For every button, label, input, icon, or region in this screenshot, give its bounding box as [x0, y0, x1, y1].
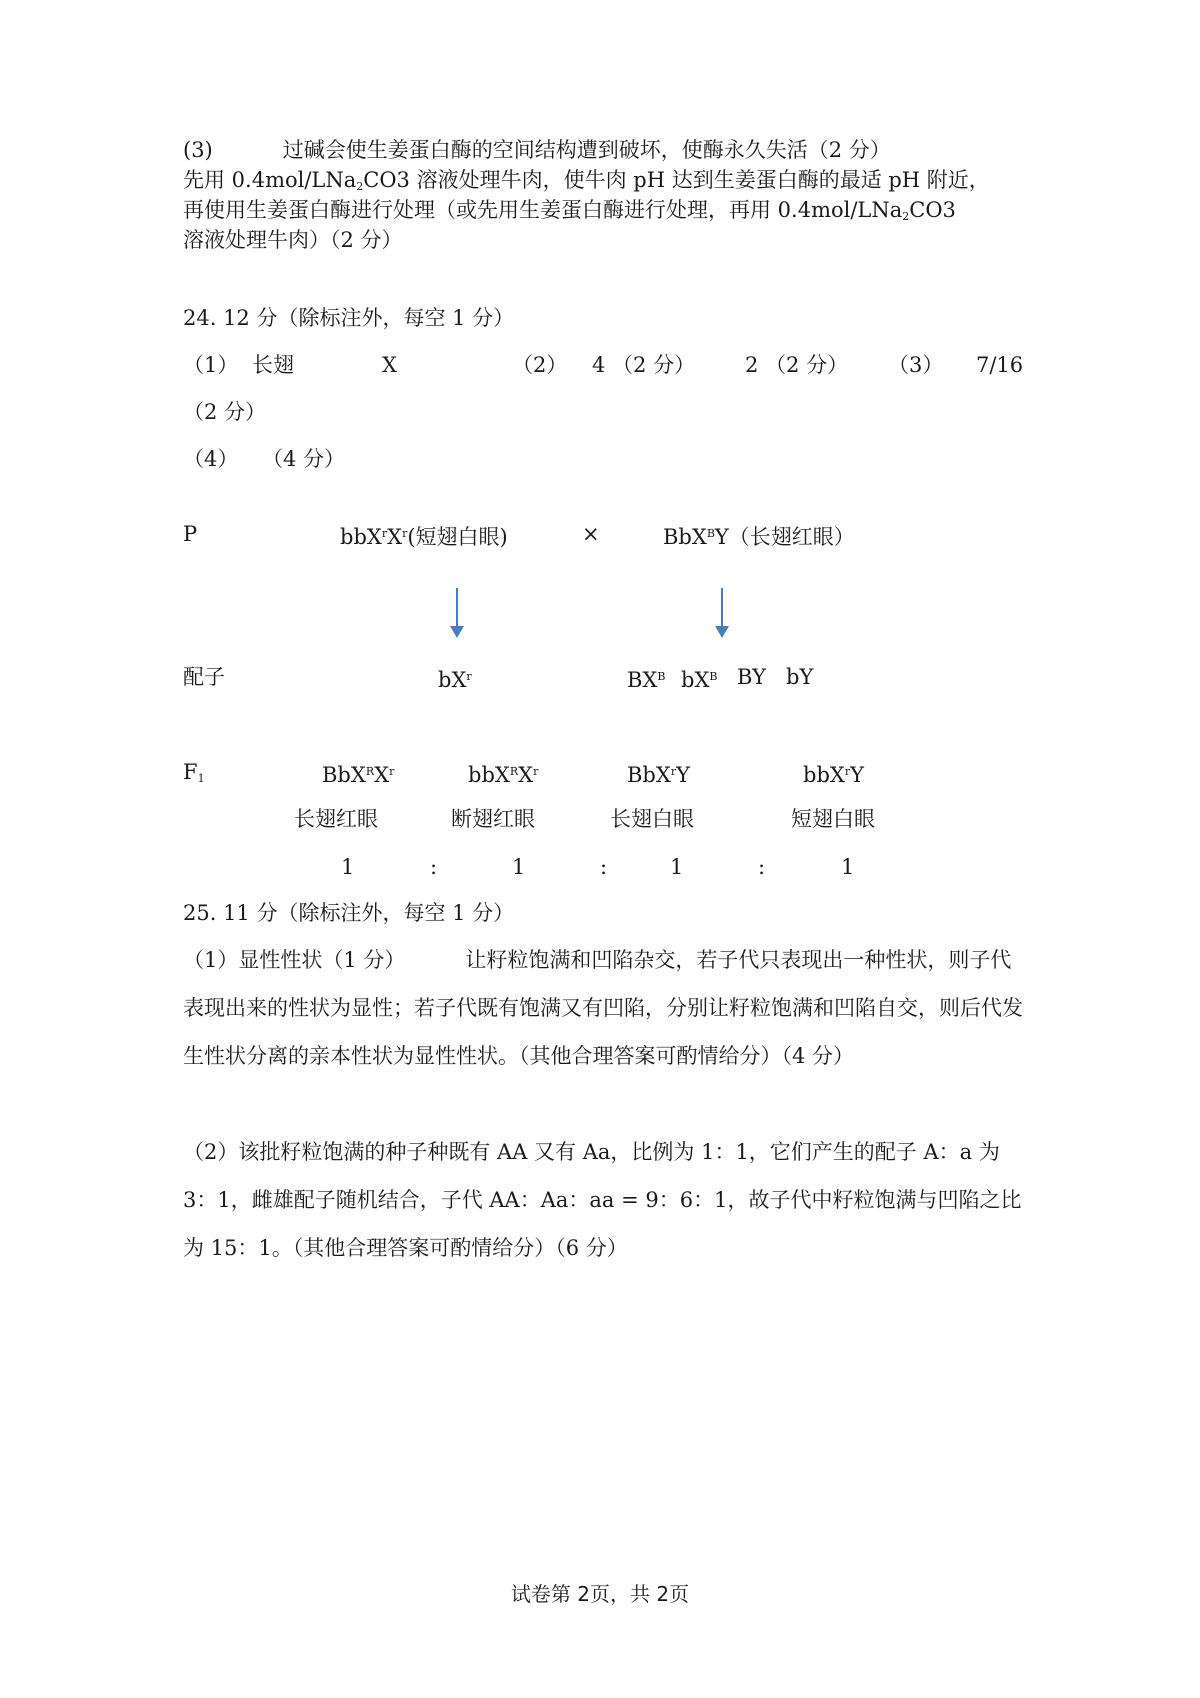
- q24-p3-score: （2 分）: [183, 400, 267, 424]
- ratio-1: 1: [341, 855, 355, 879]
- page-footer: 试卷第 2页，共 2页: [510, 1582, 690, 1606]
- q24-p1-label: （1）: [183, 353, 239, 377]
- f1-phenotype-3: 长翅白眼: [610, 807, 694, 831]
- f1-phenotype-2: 断翅红眼: [451, 807, 535, 831]
- ratio-sep-3: :: [758, 855, 766, 879]
- q24-p4-score: （4 分）: [262, 447, 346, 471]
- q23-part3-line1: (3) 过碱会使生姜蛋白酶的空间结构遭到破坏，使酶永久失活（2 分）: [183, 138, 891, 162]
- arrow-female-icon: [456, 588, 458, 628]
- q25-heading: 25. 11 分（除标注外，每空 1 分）: [183, 901, 515, 925]
- gamete-male-3: BY: [737, 665, 766, 689]
- q24-p2-answer1: 4 （2 分）: [592, 353, 696, 377]
- q24-p3-answer: 7/16: [976, 353, 1024, 377]
- q24-heading: 24. 12 分（除标注外，每空 1 分）: [183, 306, 515, 330]
- f1-phenotype-4: 短翅白眼: [791, 807, 875, 831]
- gamete-male-1: $BX^B$: [627, 668, 666, 692]
- cross-female-parent: $bbX^rX^r$(短翅白眼): [340, 525, 508, 549]
- q24-p3-label: （3）: [888, 353, 944, 377]
- ratio-sep-1: :: [430, 855, 438, 879]
- gamete-male-4: bY: [786, 665, 814, 689]
- q23-part3-line4: 溶液处理牛肉）（2 分）: [183, 228, 403, 252]
- f1-offspring-4: bbX$^r$Y: [803, 763, 864, 787]
- gamete-label: 配子: [183, 665, 225, 689]
- f1-offspring-2: $bbX^RX^r$: [468, 763, 539, 787]
- q25-part1: （1）显性性状（1 分） 让籽粒饱满和凹陷杂交，若子代只表现出一种性状，则子代表现出来的性状为显性；若子代既有饱满又有凹陷，分别让籽粒饱满和凹陷自交，则后代发生性状分离的亲本性状为显性性状。（其他合理答案可酌情给分）（4 分）: [183, 948, 1023, 1068]
- q25-part2: （2）该批籽粒饱满的种子种既有 AA 又有 Aa，比例为 1：1，它们产生的配子 A：a 为 3：1，雌雄配子随机结合，子代 AA：Aa：aa = 9：6：1，故子代中籽粒饱满与凹陷之比为 15：1。（其他合理答案可酌情给分）（6 分）: [183, 1140, 1022, 1260]
- q24-p1-answer2: X: [382, 353, 397, 377]
- cross-times-sign: ×: [582, 522, 600, 546]
- q23-part3-label: (3): [183, 138, 213, 162]
- q24-p2-label: （2）: [512, 353, 568, 377]
- ratio-3: 1: [670, 855, 684, 879]
- cross-male-parent: BbX$^B$Y（长翅红眼）: [663, 525, 855, 549]
- q23-part3-line2: 先用 0.4mol/LNa$_2$CO3 溶液处理牛肉，使牛肉 pH 达到生姜蛋白酶的最适 pH 附近，: [183, 168, 990, 193]
- ratio-4: 1: [841, 855, 855, 879]
- ratio-sep-2: :: [600, 855, 608, 879]
- cross-p-label: P: [183, 522, 198, 546]
- q23-part3-line3: 再使用生姜蛋白酶进行处理（或先用生姜蛋白酶进行处理，再用 0.4mol/LNa$_2$CO3: [183, 198, 956, 223]
- f1-label: $F_1$: [183, 760, 205, 785]
- f1-phenotype-1: 长翅红眼: [294, 807, 378, 831]
- f1-offspring-1: $BbX^RX^r$: [322, 763, 395, 787]
- q24-p4-label: （4）: [183, 447, 239, 471]
- arrow-male-icon: [721, 588, 723, 628]
- gamete-male-2: $bX^B$: [681, 668, 718, 692]
- q24-p2-answer2: 2 （2 分）: [745, 353, 849, 377]
- f1-offspring-3: BbX$^r$Y: [627, 763, 690, 787]
- ratio-2: 1: [512, 855, 526, 879]
- gamete-female: $bX^r$: [438, 668, 472, 692]
- q24-p1-answer1: 长翅: [252, 353, 294, 377]
